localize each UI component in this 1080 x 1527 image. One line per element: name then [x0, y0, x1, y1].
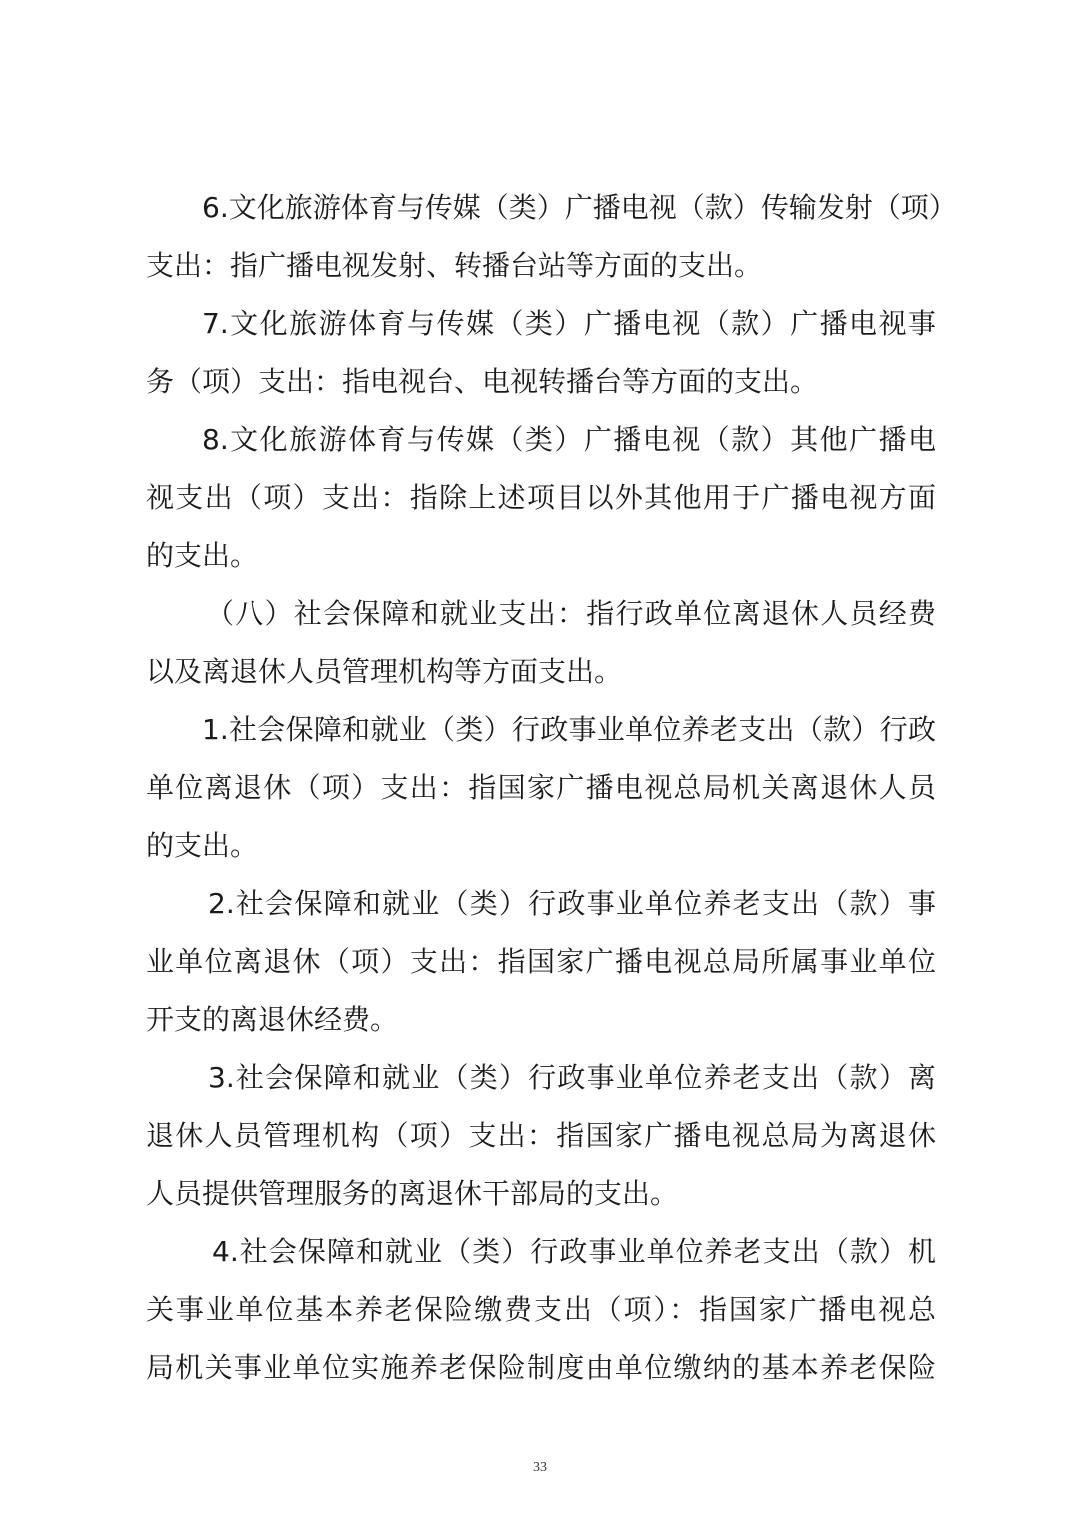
item-2-line-3: 开支的离退休经费。 — [146, 1003, 399, 1036]
paragraph-8-line-3: 的支出。 — [146, 539, 259, 572]
paragraph-8-line-1: 8.文化旅游体育与传媒（类）广播电视（款）其他广播电 — [202, 423, 936, 456]
paragraph-6-line-1: 6.文化旅游体育与传媒（类）广播电视（款）传输发射（项） — [202, 191, 957, 224]
section-8-line-1: （八）社会保障和就业支出：指行政单位离退休人员经费 — [206, 597, 936, 630]
item-3-line-1: 3.社会保障和就业（类）行政事业单位养老支出（款）离 — [208, 1061, 936, 1094]
item-2-line-2: 业单位离退休（项）支出：指国家广播电视总局所属事业单位 — [146, 945, 936, 978]
item-1-line-1: 1.社会保障和就业（类）行政事业单位养老支出（款）行政 — [202, 713, 936, 746]
item-4-line-1: 4.社会保障和就业（类）行政事业单位养老支出（款）机 — [212, 1235, 936, 1268]
item-4-line-2: 关事业单位基本养老保险缴费支出（项）：指国家广播电视总 — [146, 1293, 936, 1326]
paragraph-8-line-2: 视支出（项）支出：指除上述项目以外其他用于广播电视方面 — [146, 481, 936, 514]
item-1-line-3: 的支出。 — [146, 829, 259, 862]
page-number: 33 — [533, 1460, 547, 1475]
item-1-line-2: 单位离退休（项）支出：指国家广播电视总局机关离退休人员 — [146, 771, 936, 804]
item-4-line-3: 局机关事业单位实施养老保险制度由单位缴纳的基本养老保险 — [146, 1351, 936, 1384]
item-3-line-3: 人员提供管理服务的离退休干部局的支出。 — [146, 1177, 679, 1210]
paragraph-6-line-2: 支出：指广播电视发射、转播台站等方面的支出。 — [146, 249, 763, 282]
paragraph-7-line-2: 务（项）支出：指电视台、电视转播台等方面的支出。 — [146, 365, 819, 398]
item-2-line-1: 2.社会保障和就业（类）行政事业单位养老支出（款）事 — [208, 887, 936, 920]
paragraph-7-line-1: 7.文化旅游体育与传媒（类）广播电视（款）广播电视事 — [202, 307, 936, 340]
item-3-line-2: 退休人员管理机构（项）支出：指国家广播电视总局为离退休 — [146, 1119, 936, 1152]
section-8-line-2: 以及离退休人员管理机构等方面支出。 — [146, 655, 623, 688]
